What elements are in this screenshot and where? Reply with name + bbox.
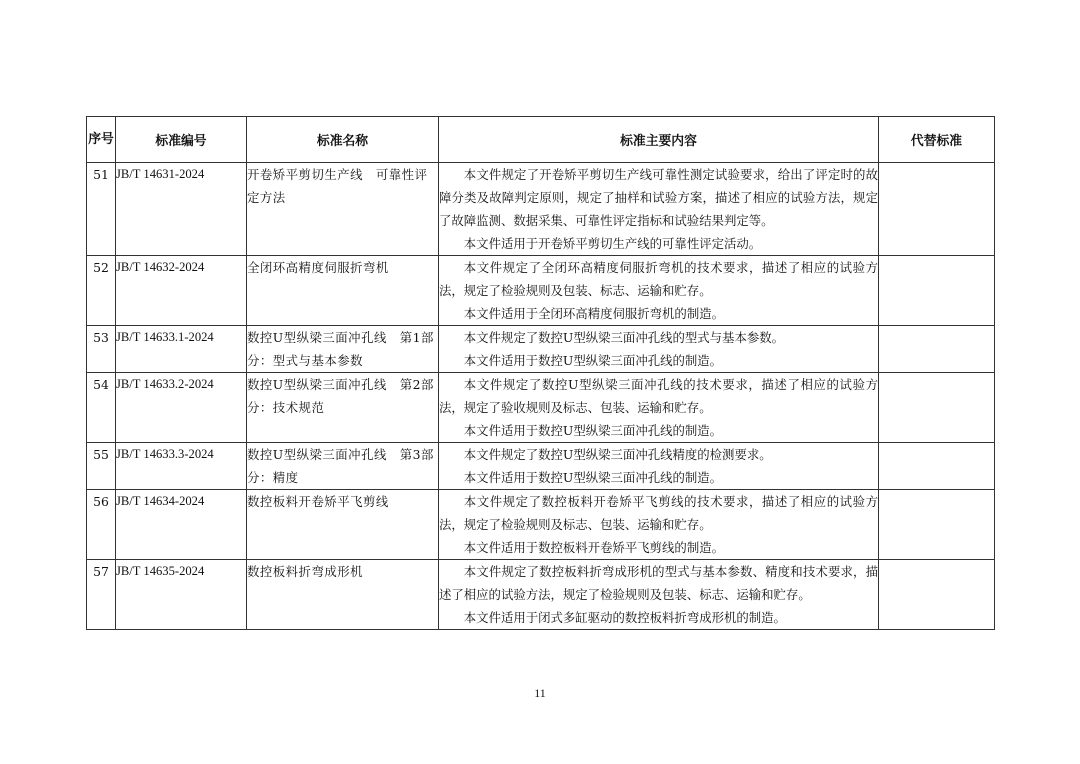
content-paragraph: 本文件适用于数控U型纵梁三面冲孔线的制造。: [463, 470, 723, 485]
content-paragraph: 本文件规定了数控板料开卷矫平飞剪线的技术要求，描述了相应的试验方法，规定了检验规则及标志、包装、运输和贮存。: [439, 494, 878, 532]
content-paragraph: 本文件适用于全闭环高精度伺服折弯机的制造。: [463, 306, 724, 321]
row-replace: [879, 373, 995, 443]
content-paragraph: 本文件适用于闭式多缸驱动的数控板料折弯成形机的制造。: [463, 610, 786, 625]
row-code: JB/T 14633.1-2024: [116, 326, 247, 373]
row-content: [439, 163, 879, 256]
page-number: 11: [534, 686, 546, 700]
row-seq: 53: [87, 326, 116, 373]
content-paragraph: 本文件规定了数控U型纵梁三面冲孔线精度的检测要求。: [463, 447, 772, 462]
row-content: [439, 490, 879, 560]
table-header-row: [87, 117, 995, 163]
row-replace: [879, 326, 995, 373]
header-content: 标准主要内容: [439, 117, 879, 163]
content-paragraph: 本文件规定了开卷矫平剪切生产线可靠性测定试验要求，给出了评定时的故障分类及故障判定原则，规定了抽样和试验方案，描述了相应的试验方法，规定了故障监测、数据采集、可靠性评定指标和试验结果判定等。: [439, 167, 878, 228]
content-paragraph: 本文件规定了数控板料折弯成形机的型式与基本参数、精度和技术要求，描述了相应的试验方法，规定了检验规则及包装、标志、运输和贮存。: [439, 564, 878, 602]
table-row: [87, 326, 995, 373]
content-paragraph: 本文件规定了全闭环高精度伺服折弯机的技术要求，描述了相应的试验方法，规定了检验规则及包装、标志、运输和贮存。: [439, 260, 878, 298]
row-seq: 51: [87, 163, 116, 256]
row-code: JB/T 14631-2024: [116, 163, 247, 256]
row-replace: [879, 163, 995, 256]
row-content: [439, 560, 879, 630]
row-code: JB/T 14634-2024: [116, 490, 247, 560]
table-row: [87, 163, 995, 256]
row-replace: [879, 490, 995, 560]
standards-table: [86, 116, 995, 630]
content-paragraph: 本文件适用于数控U型纵梁三面冲孔线的制造。: [463, 423, 723, 438]
row-code: JB/T 14633.3-2024: [116, 443, 247, 490]
row-seq: 55: [87, 443, 116, 490]
row-seq: 57: [87, 560, 116, 630]
table-row: [87, 560, 995, 630]
content-paragraph: 本文件规定了数控U型纵梁三面冲孔线的技术要求，描述了相应的试验方法，规定了验收规则及标志、包装、运输和贮存。: [439, 377, 878, 415]
row-name: 数控板料折弯成形机: [247, 560, 439, 630]
row-name: 数控U型纵梁三面冲孔线 第2部分：技术规范: [247, 373, 439, 443]
table-row: [87, 490, 995, 560]
table-row: [87, 256, 995, 326]
header-name: 标准名称: [247, 117, 439, 163]
row-name: 全闭环高精度伺服折弯机: [247, 256, 439, 326]
row-replace: [879, 443, 995, 490]
row-code: JB/T 14635-2024: [116, 560, 247, 630]
content-paragraph: 本文件适用于数控U型纵梁三面冲孔线的制造。: [463, 353, 723, 368]
row-replace: [879, 560, 995, 630]
row-code: JB/T 14633.2-2024: [116, 373, 247, 443]
header-code: 标准编号: [116, 117, 247, 163]
content-paragraph: 本文件适用于数控板料开卷矫平飞剪线的制造。: [463, 540, 724, 555]
header-replace: 代替标准: [879, 117, 995, 163]
row-seq: 56: [87, 490, 116, 560]
row-name: 开卷矫平剪切生产线 可靠性评定方法: [247, 163, 439, 256]
row-content: [439, 326, 879, 373]
row-replace: [879, 256, 995, 326]
table-row: [87, 443, 995, 490]
content-paragraph: 本文件规定了数控U型纵梁三面冲孔线的型式与基本参数。: [463, 330, 785, 345]
table-row: [87, 373, 995, 443]
row-content: [439, 256, 879, 326]
row-seq: 52: [87, 256, 116, 326]
row-content: [439, 443, 879, 490]
row-name: 数控U型纵梁三面冲孔线 第1部分：型式与基本参数: [247, 326, 439, 373]
row-seq: 54: [87, 373, 116, 443]
row-code: JB/T 14632-2024: [116, 256, 247, 326]
row-name: 数控板料开卷矫平飞剪线: [247, 490, 439, 560]
row-name: 数控U型纵梁三面冲孔线 第3部分：精度: [247, 443, 439, 490]
row-content: [439, 373, 879, 443]
content-paragraph: 本文件适用于开卷矫平剪切生产线的可靠性评定活动。: [463, 236, 762, 251]
header-seq: 序号: [87, 117, 116, 163]
